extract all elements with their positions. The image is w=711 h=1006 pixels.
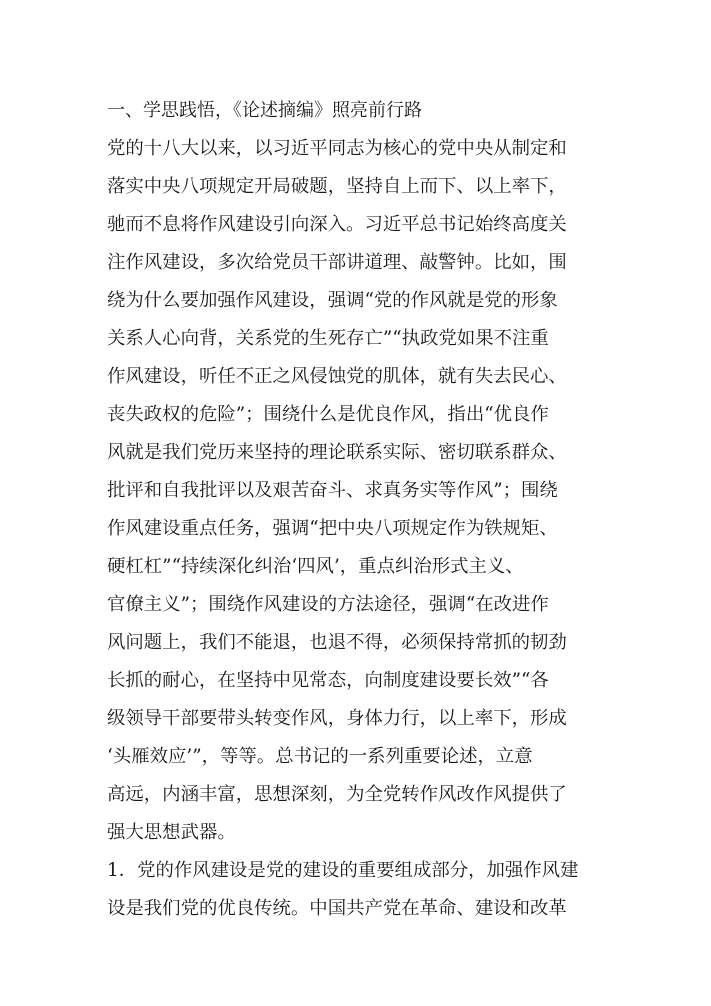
text-line: 丧失政权的危险”；围绕什么是优良作风，指出“优良作: [107, 404, 549, 425]
text-line: 风问题上，我们不能退，也退不得，必须保持常抓的韧劲: [107, 632, 567, 653]
text-line: ‘头雁效应’”，等等。总书记的一系列重要论述，立意: [107, 746, 533, 767]
text-line: 长抓的耐心，在坚持中见常态，向制度建设要长效”“各: [107, 670, 549, 691]
text-line: 高远，内涵丰富，思想深刻，为全党转作风改作风提供了: [107, 784, 567, 805]
text-line: 落实中央八项规定开局破题，坚持自上而下、以上率下，: [107, 176, 567, 197]
text-line: 作风建设，听任不正之风侵蚀党的肌体，就有失去民心、: [107, 366, 567, 387]
text-line: 注作风建设，多次给党员干部讲道理、敲警钟。比如，围: [107, 252, 567, 273]
paragraph-2: [107, 852, 603, 928]
text-line: 绕为什么要加强作风建设，强调“党的作风就是党的形象: [107, 290, 558, 311]
document-body: [107, 92, 603, 928]
text-line: 设是我们党的优良传统。中国共产党在革命、建设和改革: [107, 898, 567, 919]
paragraph-1: [107, 130, 603, 852]
section-heading: 一、学思践悟，《论述摘编》照亮前行路: [107, 100, 422, 121]
text-line: 风就是我们党历来坚持的理论联系实际、密切联系群众、: [107, 442, 567, 463]
text-line: 官僚主义”；围绕作风建设的方法途径，强调“在改进作: [107, 594, 549, 615]
text-line: 1．党的作风建设是党的建设的重要组成部分，加强作风建: [107, 860, 579, 881]
text-line: 关系人心向背，关系党的生死存亡”“执政党如果不注重: [107, 328, 549, 349]
text-line: 党的十八大以来，以习近平同志为核心的党中央从制定和: [107, 138, 567, 159]
text-line: 驰而不息将作风建设引向深入。习近平总书记始终高度关: [107, 214, 567, 235]
text-line: 强大思想武器。: [107, 822, 236, 843]
text-line: 批评和自我批评以及艰苦奋斗、求真务实等作风”；围绕: [107, 480, 558, 501]
text-line: 级领导干部要带头转变作风，身体力行，以上率下，形成: [107, 708, 567, 729]
text-line: 硬杠杠”“持续深化纠治‘四风’，重点纠治形式主义、: [107, 556, 524, 577]
text-line: 作风建设重点任务，强调“把中央八项规定作为铁规矩、: [107, 518, 558, 539]
